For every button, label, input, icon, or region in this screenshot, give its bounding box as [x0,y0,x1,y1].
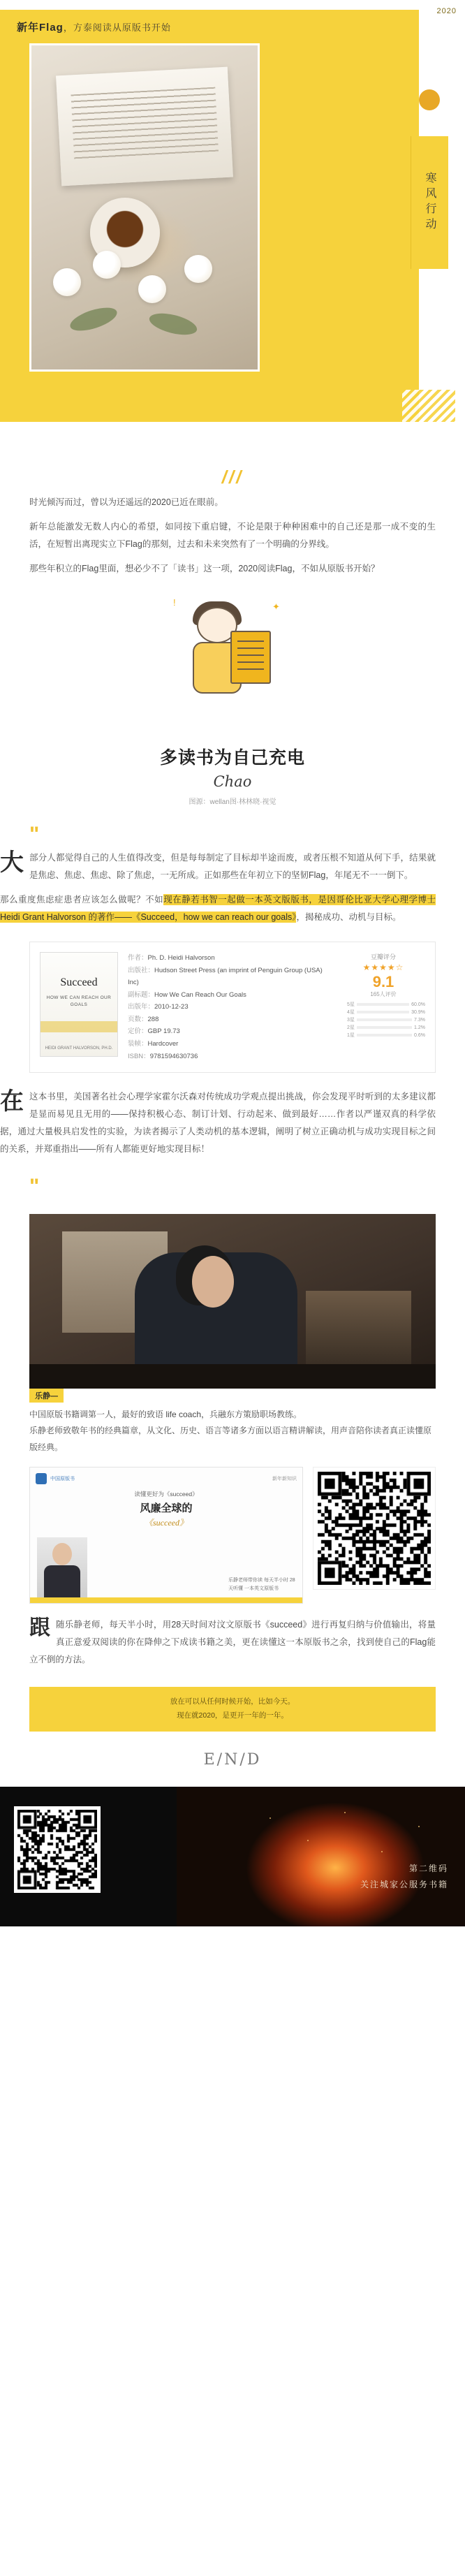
book-meta-value: 288 [147,1015,159,1023]
signoff-banner [29,1687,436,1732]
intro-paragraph: 时光倾泻而过，曾以为还遥远的2020已近在眼前。 [29,497,223,507]
rating-distribution [341,1001,425,1039]
rating-bar-label: 5星 [347,1002,355,1008]
book-meta-key: 装帧： [128,1039,148,1048]
portrait-face [192,1256,234,1308]
brand-logo-icon [36,1473,47,1484]
headline-script: Chao [213,773,252,790]
spark-dot [418,1826,420,1827]
sparkle-icon: ! [173,597,176,608]
course-poster[interactable] [29,1467,303,1604]
drop-cap: 大 [0,849,24,876]
rating-bar-label: 1星 [347,1033,355,1039]
book-meta-row [128,1051,332,1063]
headline: 多读书为自己充电 [159,748,305,768]
rating-bar-label: 3星 [347,1018,355,1023]
illustration-canvas [152,594,313,720]
book-cover-subtitle: HOW WE CAN REACH OUR GOALS [46,995,112,1007]
book-meta-value: Hudson Street Press (an imprint of Penguin Group (USA) Inc) [128,966,323,987]
photo-flower-petal [138,275,166,303]
rating-bar-row [347,1009,425,1016]
poster-logo-text: 中国原版书 [50,1477,75,1482]
drop-cap: 跟 [29,1616,50,1640]
rating-bar-pct: 1.2% [414,1025,425,1030]
book-meta-row [128,1025,332,1038]
quote-mark-icon: " [29,1175,40,1199]
hero-section [0,0,465,447]
para-pre: 那么重度焦虑症患者应该怎么做呢？不如 [0,895,164,905]
footer-line-one: 第二维码 [408,1864,448,1874]
spark-dot [381,1851,383,1852]
poster-teacher-body [44,1565,80,1597]
photo-flowers [45,247,244,357]
hero-decor-stripes [402,390,455,422]
image-credit: 图源：wellan图·林林晓·视觉 [189,798,276,806]
book-meta-key: 出版年： [128,1003,155,1011]
hero-side-label [411,136,448,269]
book-meta-key: 出版社： [128,966,155,974]
rating-bar-pct: 60.0% [411,1002,425,1007]
section-two [0,1088,465,1158]
highlighted-text: 现在静若书智一起做一本英文版版书，是因哥伦比亚大学心理学博士 Heidi Grant Halvorson 的著作——《Succeed，how we can reach our goals》 [0,895,436,922]
photo-flower-petal [53,268,81,296]
teacher-description [0,1407,465,1456]
rating-bar-pct: 0.6% [414,1032,425,1038]
para-post: ，揭秘成功、动机与目标。 [296,912,401,922]
rating-bar-label: 4星 [347,1010,355,1016]
photo-flower-petal [184,255,212,283]
book-metadata [128,952,332,1062]
book-meta-value: Hardcover [147,1039,179,1048]
signoff-line: 现在就2020，是更开一年的一年。 [177,1711,288,1720]
end-mark: E/N/D [203,1751,262,1769]
teacher-line: 乐静老师致敬年书的经典篇章，从文化、历史、语言等诸多方面以语言精讲解读，用声音陪你读者真正读懂原版经典。 [29,1426,432,1452]
footer-banner [0,1787,465,1926]
rating-bar-row [347,1024,425,1031]
rating-bar-track [357,1011,409,1013]
hero-side-label-text: 寒风行动 [424,172,436,233]
hero-year-label: 2020 [436,7,457,15]
hero-photo [29,43,260,372]
book-meta-row [128,1001,332,1013]
photo-leaf [147,309,199,338]
poster-book-name: 《succeed》 [145,1518,188,1528]
hero-photo-image [31,45,258,369]
qr-code-canvas [318,1472,431,1585]
book-cover-author: HEIDI GRANT HALVORSON, PH.D. [45,1046,113,1051]
photo-leaf [67,303,119,335]
intro-paragraph: 那些年积立的Flag里面，想必少不了「读书」这一项，2020阅读Flag，不如从原版书开始？ [29,564,380,573]
book-rating [341,952,425,1062]
illustration-book-icon [230,631,271,684]
book-meta-key: 定价： [128,1027,148,1036]
book-meta-key: 副标题： [128,990,155,999]
section-one-paragraph: 部分人都觉得自己的人生值得改变，但是每每制定了目标却半途而废，或者压根不知道从何下手，结果就是焦虑、焦虑、焦虑、除了焦虑，一无所成。正如那些在年初立下的坚韧Flag，年尾无不一一倒下。 [29,853,436,880]
rating-bar-pct: 30.9% [411,1009,425,1015]
book-meta-value: Ph. D. Heidi Halvorson [147,954,215,962]
poster-note: 乐静老师带你读 每天半小时 28天听懂 一本英文原版书 [228,1578,295,1592]
teacher-line: 中国原版书籍调第一人，最好的致语 life coach，兵融东方策励职场教练。 [29,1410,302,1420]
book-meta-row [128,1038,332,1051]
book-info-card [29,942,436,1073]
rating-bar-track [357,1026,412,1029]
rating-bar-row [347,1032,425,1039]
poster-main-text: 风廉全球的 [140,1502,193,1515]
book-meta-value: How We Can Reach Our Goals [154,990,246,999]
section-two-paragraph: 这本书里，美国著名社会心理学家霍尔沃森对传统成功学观点提出挑战，你会发现平时听到的太多建议都是显而易见且无用的——保持积极心态、制订计划、行动起来、做到最好……作者以严谨双真的科学依据，通过大量极具启发性的实验，为读者揭示了人类动机的基本逻辑，阐明了树立正确动机与成功实现目标之间的关系，并郑重指出——所有人都能更好地实现目标！ [0,1092,436,1155]
illustration-block [0,594,465,741]
poster-title: 读懂更好为《succeed》 [134,1491,198,1498]
book-meta-value: 9781594630736 [149,1052,198,1060]
footer-line-two: 关注城家公服务书籍 [360,1880,448,1890]
rating-bar-track [357,1018,412,1021]
book-meta-key: 作者： [128,954,148,962]
closing-section [0,1604,465,1669]
closing-paragraph: 随乐静老师，每天半小时，用28天时间对汶文原版书《succeed》进行再复归纳与价值输出，将量真正意爱双阅读的你在降伸之下成读书籍之美，更在读懂这一本原版书之余，找到使自己的Flag能立不倒的方法。 [29,1620,436,1665]
rating-bar-track [357,1003,409,1006]
book-meta-row [128,952,332,965]
book-meta-key: 页数： [128,1015,148,1023]
book-cover-title: Succeed [60,976,98,988]
rating-bar-row [347,1001,425,1008]
book-meta-value: GBP 19.73 [147,1027,180,1036]
quote-mark-icon: " [29,823,40,846]
rating-bar-label: 2星 [347,1025,355,1031]
spark-dot [307,1840,309,1841]
spark-dot [344,1812,346,1813]
photo-open-book [56,67,233,186]
poster-teacher-head [52,1543,72,1565]
rating-label: 豆瓣评分 [370,953,396,960]
hero-title-main: 新年Flag [17,22,64,34]
signoff-line: 放在可以从任何时候开始，比如今天。 [170,1697,295,1706]
rating-bar-pct: 7.3% [414,1017,425,1023]
qr-code-main[interactable] [313,1467,436,1590]
section-one [0,849,465,926]
spark-dot [270,1817,271,1819]
rating-bar-track [357,1034,412,1037]
photo-flower-petal [93,251,121,279]
book-cover-band [40,1021,117,1032]
poster-bottom-bar [30,1597,302,1603]
drop-cap: 在 [0,1088,24,1115]
poster-teacher-photo [37,1537,87,1597]
poster-header [36,1473,297,1484]
qr-code-canvas [17,1810,97,1889]
intro-paragraph: 新年总能激发无数人内心的希望，如同按下重启键，不论是限于种种困难中的自己还是那一成不变的生活，在短暂出离现实立下Flag的那刻，过去和未来突然有了一个明确的分界线。 [29,522,436,549]
rating-count: 165人评价 [370,991,397,998]
hero-title-thin: ，方泰阅读从原版书开始 [63,22,171,33]
divider-slashes: /// [221,467,244,488]
book-meta-key: ISBN： [128,1052,150,1060]
book-meta-row [128,965,332,989]
portrait-table [29,1364,436,1389]
teacher-badge: 乐静— [29,1389,64,1403]
hero-title [17,20,171,34]
book-meta-value: 2010-12-23 [154,1003,189,1011]
rating-score: 9.1 [372,973,394,990]
book-cover [40,952,118,1057]
hero-decor-dot [419,89,440,110]
promo-section [0,1456,465,1604]
qr-code-footer[interactable] [14,1806,101,1893]
intro-text-block [0,494,465,578]
rating-stars-icon: ★★★★☆ [362,963,404,972]
book-meta-row [128,1013,332,1026]
sparkle-icon: ✦ [272,601,280,612]
footer-text [360,1862,448,1890]
rating-bar-row [347,1016,425,1023]
book-meta-row [128,989,332,1002]
poster-subnote: 新年新知识 [272,1477,297,1482]
section-one-paragraph-two [0,891,436,926]
teacher-portrait-photo [29,1214,436,1389]
